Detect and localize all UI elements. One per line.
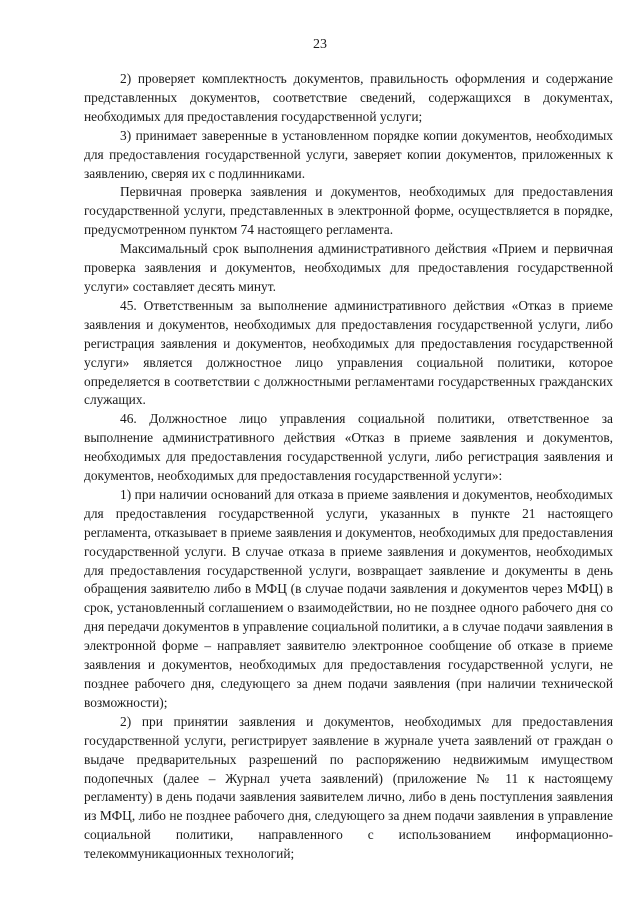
paragraph: Максимальный срок выполнения административного действия «Прием и первичная проверка заявления и документов, необходимых для предоставления государственной услуги» составляет десять минут. <box>84 241 613 294</box>
paragraph: 3) принимает заверенные в установленном порядке копии документов, необходимых для предоставления государственной услуги, заверяет копии документов, приложенных к заявлению, сверяя их с подлинниками. <box>84 127 613 181</box>
paragraph: Первичная проверка заявления и документов, необходимых для предоставления государственной услуги, представленных в электронной форме, осуществляется в порядке, предусмотренном пунктом 74 настоящего регламента. <box>84 184 613 238</box>
paragraph: 45. Ответственным за выполнение административного действия «Отказ в приеме заявления и документов, необходимых для предоставления государственной услуги, либо регистрация заявления и документов, необходимых для предоставления государственной услуги» является должностное лицо управления социальной политики, которое определяется в соответствии с должностными регламентами государственных гражданских служащих. <box>84 297 613 408</box>
paragraph: 2) при принятии заявления и документов, необходимых для предоставления государственной услуги, регистрирует заявление в журнале учета заявлений от граждан о выдаче предварительных разрешений по распоряжению недвижимым имуществом подопечных (далее – Журнал учета заявлений) (приложение № 11 к настоящему регламенту) в день подачи заявления заявителем лично, либо в день поступления заявления из МФЦ, либо не позднее рабочего дня, следующего за днем подачи заявления в управление социальной политики, направленного с использованием информационно-телекоммуникационных технологий; <box>84 713 613 862</box>
paragraph: 1) при наличии оснований для отказа в приеме заявления и документов, необходимых для предоставления государственной услуги, указанных в пункте 21 настоящего регламента, отказывает в приеме заявления и документов, необходимых для предоставления государственной услуги. В случае отказа в приеме заявления и документов, необходимых для предоставления государственной услуги, возвращает заявление и документы в день обращения заявителю либо в МФЦ (в случае подачи заявления и документов через МФЦ) в срок, установленный соглашением о взаимодействии, но не позднее одного рабочего дня со дня передачи документов в управление социальной политики, а в случае подачи заявления в электронной форме – направляет заявителю электронное сообщение об отказе в приеме заявления и документов, необходимых для предоставления государственной услуги, не позднее рабочего дня, следующего за днем подачи заявления (при наличии технической возможности); <box>84 486 613 710</box>
page-number: 23 <box>313 37 327 52</box>
paragraph: 46. Должностное лицо управления социальной политики, ответственное за выполнение административного действия «Отказ в приеме заявления и документов, необходимых для предоставления государственной услуги, либо регистрация заявления и документов, необходимых для предоставления государственной услуги»: <box>84 411 613 484</box>
document-body <box>84 70 613 864</box>
paragraph: 2) проверяет комплектность документов, правильность оформления и содержание представленных документов, соответствие сведений, содержащихся в документах, необходимых для предоставления государственной услуги; <box>84 71 613 124</box>
